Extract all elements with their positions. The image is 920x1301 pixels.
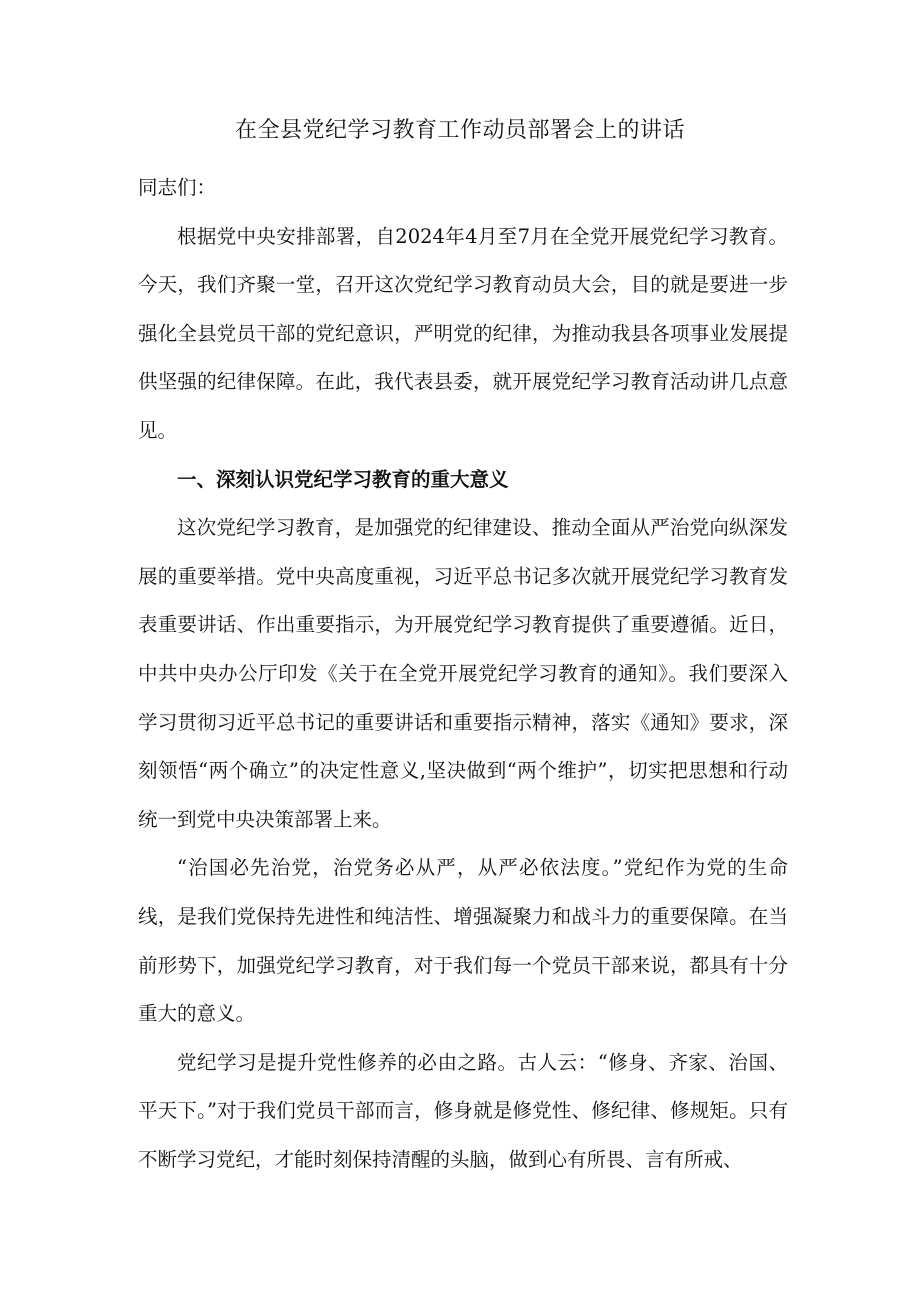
salutation: 同志们： <box>138 176 217 199</box>
paragraph-intro: 根据党中央安排部署，自2024年4月至7月在全党开展党纪学习教育。今天，我们齐聚一堂，召开这次党纪学习教育动员大会，目的就是要进一步强化全县党员干部的党纪意识，严明党的纪律，为推动我县各项事业发展提供坚强的纪律保障。在此，我代表县委，就开展党纪学习教育活动讲几点意见。 <box>138 224 788 442</box>
section-heading: 一、深刻认识党纪学习教育的重大意义 <box>177 467 509 491</box>
document-title: 在全县党纪学习教育工作动员部署会上的讲话 <box>234 118 685 143</box>
paragraph-quote: “治国必先治党，治党务必从严，从严必依法度。”党纪作为党的生命线，是我们党保持先进性和纯洁性、增强凝聚力和战斗力的重要保障。在当前形势下，加强党纪学习教育，对于我们每一个党员干部来说，都具有十分重大的意义。 <box>138 856 788 1026</box>
paragraph-significance: 这次党纪学习教育，是加强党的纪律建设、推动全面从严治党向纵深发展的重要举措。党中央高度重视，习近平总书记多次就开展党纪学习教育发表重要讲话、作出重要指示，为开展党纪学习教育提供了重要遵循。近日，中共中央办公厅印发《关于在全党开展党纪学习教育的通知》。我们要深入学习贯彻习近平总书记的重要讲话和重要指示精神，落实《通知》要求，深刻领悟“两个确立”的决定性意义,坚决做到“两个维护”，切实把思想和行动统一到党中央决策部署上来。 <box>138 516 788 831</box>
paragraph-study: 党纪学习是提升党性修养的必由之路。古人云：“修身、齐家、治国、平天下。”对于我们党员干部而言，修身就是修党性、修纪律、修规矩。只有不断学习党纪，才能时刻保持清醒的头脑，做到心有所畏、言有所戒、 <box>138 1050 788 1171</box>
document-body <box>138 164 788 1184</box>
